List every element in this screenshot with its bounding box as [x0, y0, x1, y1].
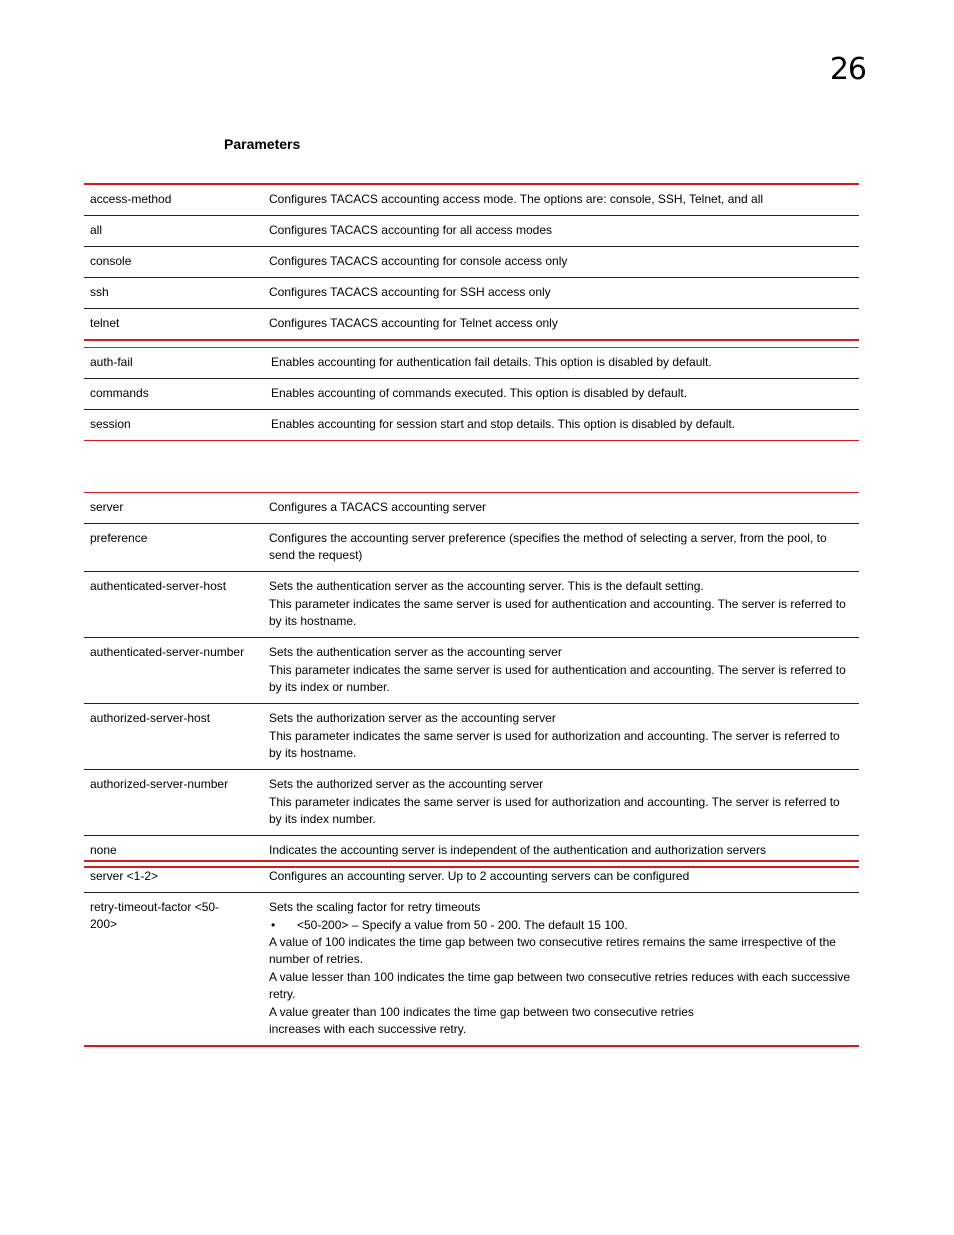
param-description: Sets the authorization server as the accounting server This parameter indicates the same server is used for authorization and accounting. The server is referred to by its hostname. — [269, 711, 840, 760]
param-description: Configures TACACS accounting for Telnet access only — [269, 316, 558, 330]
param-name: all — [90, 223, 103, 237]
bullet-icon: • — [271, 918, 276, 932]
param-description: Sets the scaling factor for retry timeouts • <50-200> – Specify a value from 50 - 200. The default 15 100. A value of 100 indicates the time gap between two consecutive retires remains the same irrespective of the number of retries. A value lesser than 100 indicates the time gap between two consecutive retries reduces with each successive retry. A value greater than 100 indicates the time gap between two consecutive retries increases with each successive retry. — [263, 893, 859, 1045]
table-row — [84, 769, 859, 835]
param-description: Enables accounting of commands executed. This option is disabled by default. — [271, 386, 688, 400]
table-row — [84, 246, 859, 277]
param-description: Configures a TACACS accounting server — [269, 500, 486, 514]
param-name: authenticated-server-host — [90, 579, 227, 593]
accounting-events-table — [84, 347, 859, 441]
param-name: session — [90, 417, 131, 431]
table-row — [84, 637, 859, 703]
param-name: server <1-2> — [90, 869, 159, 883]
accounting-server-retry-table — [84, 860, 859, 1047]
bullet-text: <50-200> – Specify a value from 50 - 200. The default 15 100. — [297, 918, 628, 932]
param-name: access-method — [90, 192, 172, 206]
accounting-server-preference-table — [84, 492, 859, 868]
param-description: Enables accounting for authentication fail details. This option is disabled by default. — [271, 355, 712, 369]
param-name: telnet — [90, 316, 120, 330]
param-name: auth-fail — [90, 355, 133, 369]
param-description: Configures TACACS accounting for all access modes — [269, 223, 553, 237]
param-description: Sets the authorized server as the accounting server This parameter indicates the same server is used for authorization and accounting. The server is referred to by its index number. — [269, 777, 840, 826]
table-row — [84, 378, 859, 409]
param-description: Configures an accounting server. Up to 2 accounting servers can be configured — [269, 869, 690, 883]
table-row — [84, 348, 859, 378]
chapter-number: 26 — [829, 52, 866, 87]
param-name: preference — [90, 531, 148, 545]
table-row — [84, 277, 859, 308]
param-description: Indicates the accounting server is independent of the authentication and authorization servers — [269, 843, 766, 857]
table-row — [84, 185, 859, 215]
param-name: ssh — [90, 285, 109, 299]
param-name: authenticated-server-number — [90, 645, 245, 659]
param-description: Sets the authentication server as the accounting server. This is the default setting. This parameter indicates the same server is used for authentication and accounting. The server is referred to by its hostname. — [269, 579, 846, 628]
table-row — [84, 862, 859, 892]
table-row — [84, 523, 859, 571]
param-name: retry-timeout-factor <50-200> — [90, 900, 220, 931]
param-name: authorized-server-host — [90, 711, 211, 725]
param-name: console — [90, 254, 132, 268]
table-row — [84, 215, 859, 246]
section-heading: Parameters — [224, 136, 301, 152]
bullet-item — [269, 917, 853, 934]
param-description: Configures TACACS accounting for SSH access only — [269, 285, 551, 299]
param-name: none — [90, 843, 117, 857]
param-description: Configures TACACS accounting access mode. The options are: console, SSH, Telnet, and all — [269, 192, 764, 206]
table-row — [84, 703, 859, 769]
param-description: Configures TACACS accounting for console access only — [269, 254, 568, 268]
param-description: Sets the authentication server as the accounting server This parameter indicates the same server is used for authentication and accounting. The server is referred to by its index or number. — [269, 645, 846, 694]
param-description: Enables accounting for session start and stop details. This option is disabled by default. — [271, 417, 736, 431]
access-method-table — [84, 183, 859, 341]
param-name: server — [90, 500, 124, 514]
table-row — [84, 571, 859, 637]
param-description: Configures the accounting server preference (specifies the method of selecting a server, from the pool, to send the request) — [269, 531, 827, 562]
param-name: authorized-server-number — [90, 777, 229, 791]
param-name: commands — [90, 386, 149, 400]
table-row — [84, 493, 859, 523]
table-row — [84, 308, 859, 339]
table-row — [84, 409, 859, 440]
table-row — [84, 892, 859, 1045]
